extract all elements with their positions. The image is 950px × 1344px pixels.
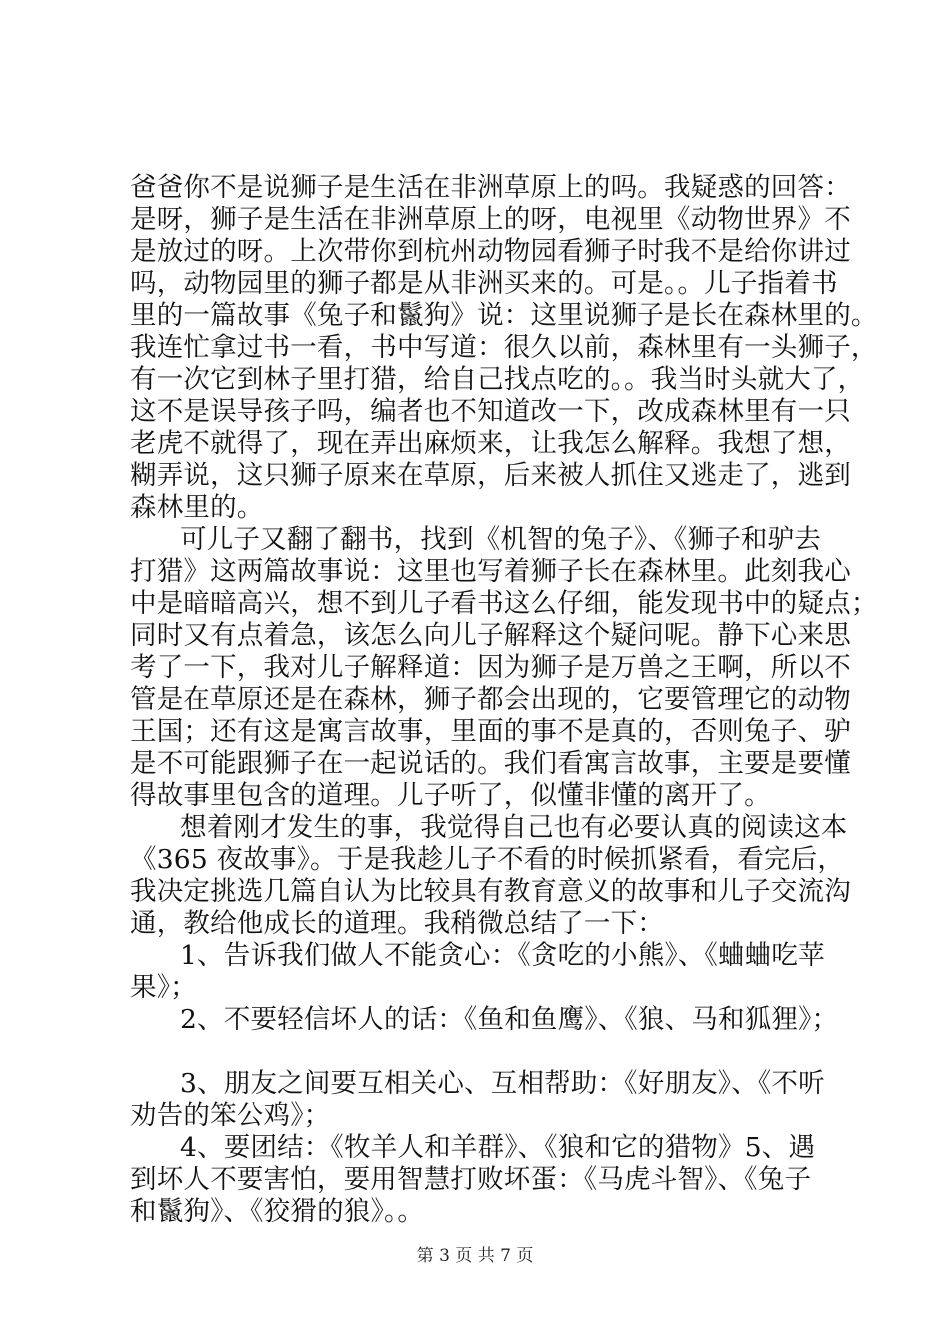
text-line: 森林里的。 xyxy=(130,492,264,523)
text-line: 考了一下，我对儿子解释道：因为狮子是万兽之王啊，所以不 xyxy=(130,652,851,683)
text-line: 我连忙拿过书一看，书中写道：很久以前，森林里有一头狮子， xyxy=(130,332,878,363)
text-line: 中是暗暗高兴，想不到儿子看书这么仔细，能发现书中的疑点； xyxy=(130,588,878,619)
text-line: 和鬣狗》、《狡猾的狼》。。 xyxy=(130,1196,425,1227)
list-item: 1、告诉我们做人不能贪心：《贪吃的小熊》、《蛐蛐吃苹 xyxy=(180,940,825,971)
list-item: 3、朋友之间要互相关心、互相帮助：《好朋友》、《不听 xyxy=(180,1068,825,1099)
text-line: 我决定挑选几篇自认为比较具有教育意义的故事和儿子交流沟 xyxy=(130,876,851,907)
text-line: 果》； xyxy=(130,972,197,1003)
text-line: 是放过的呀。上次带你到杭州动物园看狮子时我不是给你讲过 xyxy=(130,236,851,267)
text-line: 吗，动物园里的狮子都是从非洲买来的。可是。。儿子指着书 xyxy=(130,268,838,299)
list-item: 4、要团结：《牧羊人和羊群》、《狼和它的猎物》5、遇 xyxy=(180,1132,816,1163)
text-line: 到坏人不要害怕，要用智慧打败坏蛋：《马虎斗智》、《兔子 xyxy=(130,1164,812,1195)
text-line: 通，教给他成长的道理。我稍微总结了一下： xyxy=(130,908,664,939)
list-item: 2、不要轻信坏人的话：《鱼和鱼鹰》、《狼、马和狐狸》； xyxy=(180,1004,839,1035)
text-line: 劝告的笨公鸡》； xyxy=(130,1100,331,1131)
paragraph-start-line: 可儿子又翻了翻书，找到《机智的兔子》、《狮子和驴去 xyxy=(180,524,821,555)
text-line: 这不是误导孩子吗，编者也不知道改一下，改成森林里有一只 xyxy=(130,396,851,427)
text-line: 是不可能跟狮子在一起说话的。我们看寓言故事，主要是要懂 xyxy=(130,748,851,779)
text-line: 里的一篇故事《兔子和鬣狗》说：这里说狮子是长在森林里的。 xyxy=(130,300,878,331)
page-number-footer: 第 3 页 共 7 页 xyxy=(416,1246,534,1266)
text-line: 打猎》这两篇故事说：这里也写着狮子长在森林里。此刻我心 xyxy=(130,556,851,587)
text-line: 是呀，狮子是生活在非洲草原上的呀，电视里《动物世界》不 xyxy=(130,204,851,235)
text-line: 得故事里包含的道理。儿子听了，似懂非懂的离开了。 xyxy=(130,780,771,811)
text-line: 糊弄说，这只狮子原来在草原，后来被人抓住又逃走了，逃到 xyxy=(130,460,851,491)
text-line: 爸爸你不是说狮子是生活在非洲草原上的吗。我疑惑的回答： xyxy=(130,172,851,203)
text-line: 王国；还有这是寓言故事，里面的事不是真的，否则兔子、驴 xyxy=(130,716,851,747)
text-line: 《365 夜故事》。于是我趁儿子不看的时候抓紧看，看完后， xyxy=(130,844,845,875)
paragraph-start-line: 想着刚才发生的事，我觉得自己也有必要认真的阅读这本 xyxy=(180,812,848,843)
text-line: 老虎不就得了，现在弄出麻烦来，让我怎么解释。我想了想， xyxy=(130,428,851,459)
text-line: 管是在草原还是在森林，狮子都会出现的，它要管理它的动物 xyxy=(130,684,851,715)
text-line: 有一次它到林子里打猎，给自己找点吃的。。我当时头就大了， xyxy=(130,364,865,395)
text-line: 同时又有点着急，该怎么向儿子解释这个疑问呢。静下心来思 xyxy=(130,620,851,651)
